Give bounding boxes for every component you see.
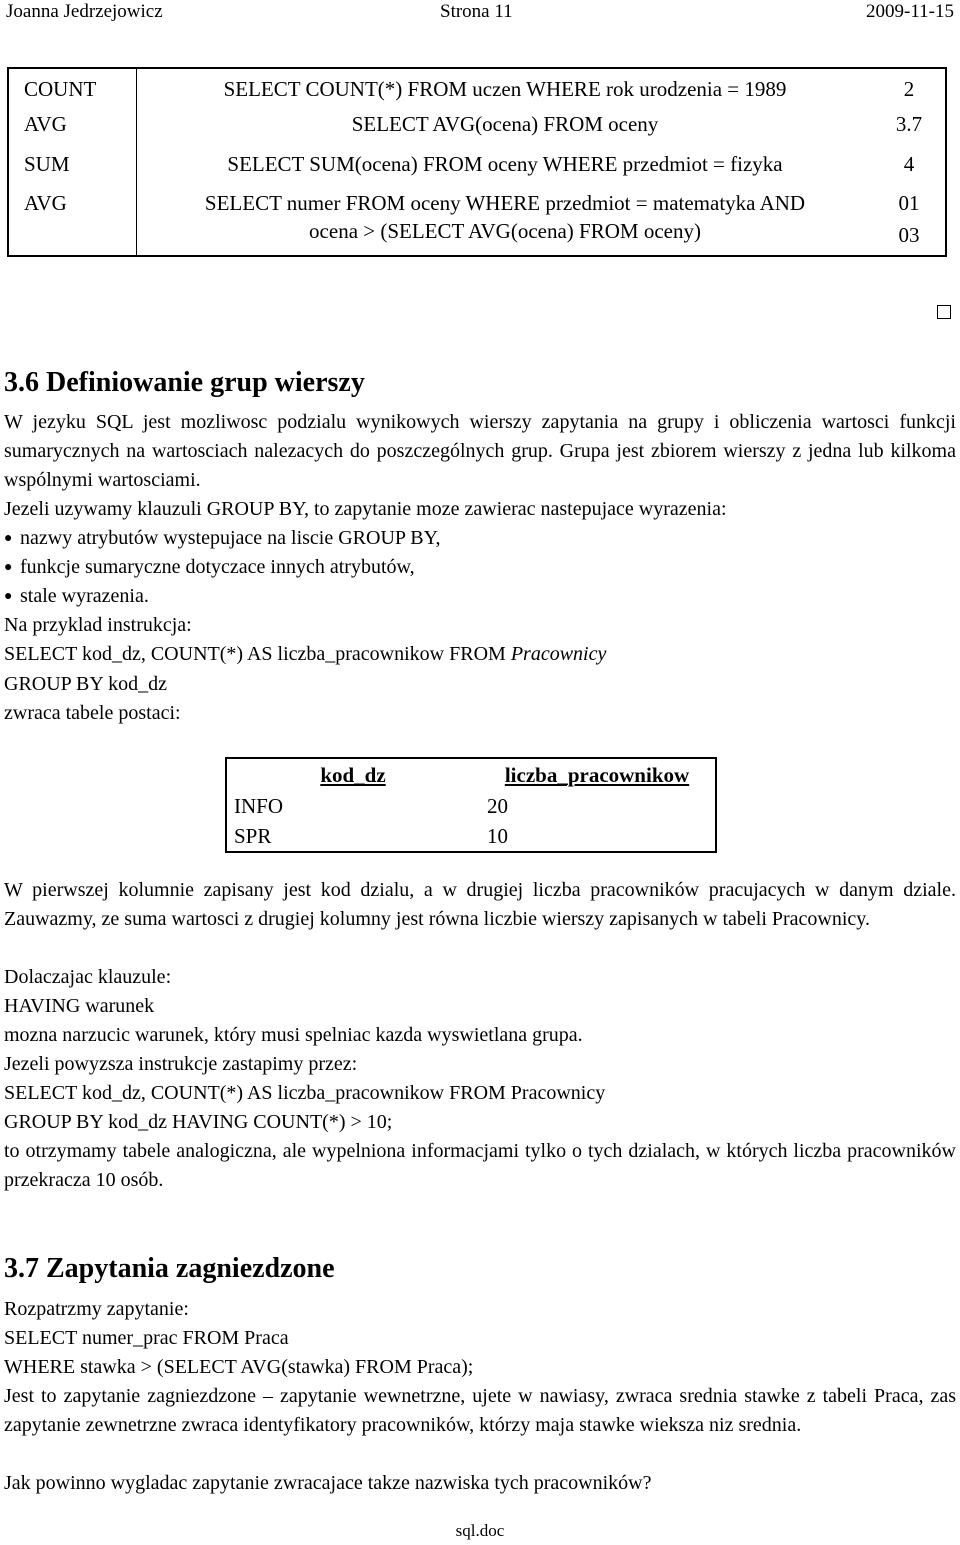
list-item: ● nazwy atrybutów wystepujace na liscie GROUP BY, bbox=[4, 524, 956, 553]
paragraph: zwraca tabele postaci: bbox=[4, 702, 181, 724]
sql-line: HAVING warunek bbox=[4, 995, 155, 1017]
query-cell: SELECT SUM(ocena) FROM oceny WHERE przedmiot = fizyka bbox=[227, 152, 783, 176]
paragraph: W jezyku SQL jest mozliwosc podzialu wynikowych wierszy zapytania na grupy i obliczenia wartosci funkcji sumarycznych na wartosciach nalezacych do poszczególnych grup. Grupa jest zbiorem wierszy z jedna lub kilkoma wspólnymi wartosciami. bbox=[4, 411, 956, 491]
paragraph: Jest to zapytanie zagniezdzone – zapytanie wewnetrzne, ujete w nawiasy, zwraca srednia stawke z tabeli Praca, zas zapytanie zewnetrzne zwraca identyfikatory pracowników, którzy maja stawke wieksza niz srednia. bbox=[4, 1385, 956, 1436]
function-cell: AVG bbox=[8, 187, 137, 256]
list-item: ● funkcje sumaryczne dotyczace innych atrybutów, bbox=[4, 553, 956, 582]
paragraph: Rozpatrzmy zapytanie: bbox=[4, 1298, 189, 1320]
query-cell: SELECT AVG(ocena) FROM oceny bbox=[351, 112, 659, 136]
function-cell: AVG bbox=[8, 107, 137, 147]
value-line: 03 bbox=[898, 223, 920, 247]
aggregate-functions-table bbox=[7, 67, 947, 257]
header-date: 2009-11-15 bbox=[866, 1, 954, 22]
paragraph: to otrzymamy tabele analogiczna, ale wypelniona informacjami tylko o tych dzialach, w których liczba pracowników przekracza 10 osób. bbox=[4, 1140, 956, 1191]
query-line: SELECT numer FROM oceny WHERE przedmiot = matematyka AND bbox=[204, 191, 806, 215]
page-header bbox=[4, 0, 956, 24]
sql-line: SELECT kod_dz, COUNT(*) AS liczba_pracownikow FROM Pracownicy bbox=[4, 643, 607, 665]
column-header: liczba_pracownikow bbox=[504, 763, 690, 787]
sql-line: SELECT numer_prac FROM Praca bbox=[4, 1327, 289, 1349]
paragraph: Jezeli powyzsza instrukcje zastapimy przez: bbox=[4, 1053, 358, 1075]
table-row bbox=[8, 147, 946, 187]
table-row bbox=[226, 821, 716, 852]
table-header-row bbox=[226, 758, 716, 791]
value-cell: 2 bbox=[903, 77, 915, 101]
bullet-list bbox=[4, 524, 956, 611]
header-page-number: Strona 11 bbox=[440, 1, 513, 22]
bullet-icon: ● bbox=[4, 589, 13, 604]
query-cell: SELECT COUNT(*) FROM uczen WHERE rok urodzenia = 1989 bbox=[223, 77, 787, 101]
column-header: kod_dz bbox=[320, 763, 386, 787]
section-heading-3-6: 3.6 Definiowanie grup wierszy bbox=[4, 367, 365, 398]
table-row bbox=[8, 68, 946, 107]
paragraph: Na przyklad instrukcja: bbox=[4, 614, 192, 636]
query-cell bbox=[137, 187, 874, 256]
paragraph: W pierwszej kolumnie zapisany jest kod dzialu, a w drugiej liczba pracowników pracujacych w danym dziale. Zauwazmy, ze suma wartosci z drugiej kolumny jest równa liczbie wierszy zapisanych w tabeli Pracownicy. bbox=[4, 879, 956, 930]
table-row bbox=[8, 107, 946, 147]
bullet-icon: ● bbox=[4, 531, 13, 546]
value-cell: 4 bbox=[903, 152, 915, 176]
section-heading-3-7: 3.7 Zapytania zagniezdzone bbox=[4, 1253, 335, 1284]
table-name: Pracownicy bbox=[510, 643, 607, 665]
sql-line: WHERE stawka > (SELECT AVG(stawka) FROM Praca); bbox=[4, 1356, 474, 1378]
table-cell: INFO bbox=[234, 794, 284, 818]
sql-line: GROUP BY kod_dz HAVING COUNT(*) > 10; bbox=[4, 1111, 393, 1133]
value-line: 01 bbox=[898, 191, 920, 215]
paragraph: mozna narzucic warunek, który musi spelniac kazda wyswietlana grupa. bbox=[4, 1024, 583, 1046]
sql-line: GROUP BY kod_dz bbox=[4, 673, 167, 695]
paragraph: Jak powinno wygladac zapytanie zwracajace takze nazwiska tych pracowników? bbox=[4, 1472, 652, 1494]
table-row bbox=[226, 791, 716, 821]
paragraph: Jezeli uzywamy klauzuli GROUP BY, to zapytanie moze zawierac nastepujace wyrazenia: bbox=[4, 498, 727, 520]
bullet-icon: ● bbox=[4, 560, 13, 575]
sql-line: SELECT kod_dz, COUNT(*) AS liczba_pracownikow FROM Pracownicy bbox=[4, 1082, 606, 1104]
table-cell: SPR bbox=[234, 824, 272, 848]
query-line: ocena > (SELECT AVG(ocena) FROM oceny) bbox=[309, 219, 701, 243]
value-cell bbox=[873, 187, 946, 256]
function-cell: COUNT bbox=[8, 68, 137, 107]
table-row bbox=[8, 187, 946, 256]
page-footer-filename: sql.doc bbox=[455, 1521, 505, 1540]
table-cell: 10 bbox=[487, 824, 508, 848]
paragraph: Dolaczajac klauzule: bbox=[4, 966, 172, 988]
table-cell: 20 bbox=[487, 794, 508, 818]
value-cell: 3.7 bbox=[895, 112, 923, 136]
function-cell: SUM bbox=[8, 147, 137, 187]
result-table bbox=[225, 757, 717, 853]
checkbox-square[interactable] bbox=[937, 305, 951, 319]
list-item: ● stale wyrazenia. bbox=[4, 582, 956, 611]
header-author: Joanna Jedrzejowicz bbox=[6, 1, 163, 22]
